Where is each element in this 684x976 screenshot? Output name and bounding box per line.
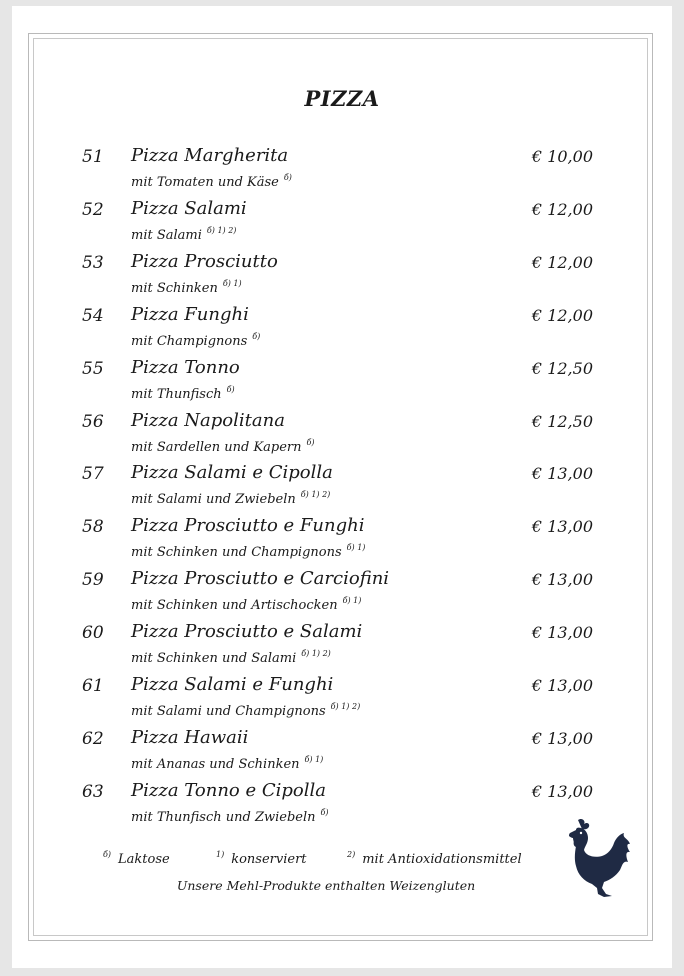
item-number: 51 xyxy=(82,147,104,167)
item-price: € 12,00 xyxy=(531,305,593,325)
item-description-text: mit Salami und Zwiebeln xyxy=(131,492,296,508)
item-number: 53 xyxy=(82,252,104,273)
item-price: € 13,00 xyxy=(531,517,593,537)
menu-item xyxy=(0,621,684,673)
item-number: 52 xyxy=(82,199,104,220)
legend-mark: 1) xyxy=(216,850,225,859)
item-name: Pizza Salami e Cipolla xyxy=(131,462,333,484)
item-number: 61 xyxy=(82,676,104,696)
item-price: € 12,50 xyxy=(531,411,593,431)
item-number: 57 xyxy=(82,464,104,485)
legend-mark: 2) xyxy=(347,850,356,859)
item-name: Pizza Napolitana xyxy=(131,409,285,431)
item-name: Pizza Margherita xyxy=(131,145,289,166)
item-number: 62 xyxy=(82,728,104,749)
item-name: Pizza Hawaii xyxy=(131,726,249,748)
item-description xyxy=(131,755,323,772)
item-description-text: mit Sardellen und Kapern xyxy=(131,439,302,455)
rooster-icon xyxy=(564,816,634,906)
menu-item xyxy=(0,198,684,250)
item-allergens: б) 1) 2) xyxy=(301,649,331,659)
item-price: € 12,50 xyxy=(531,358,593,378)
item-name: Pizza Salami xyxy=(131,197,247,219)
item-name: Pizza Tonno xyxy=(131,356,240,378)
menu-item xyxy=(0,304,684,356)
item-name: Pizza Salami e Funghi xyxy=(131,674,334,695)
item-price: € 13,00 xyxy=(531,781,593,801)
item-name: Pizza Prosciutto e Salami xyxy=(131,621,363,643)
menu-item xyxy=(0,727,684,779)
item-allergens: б) 1) 2) xyxy=(206,225,237,235)
item-name: Pizza Prosciutto e Funghi xyxy=(131,515,365,537)
menu-item xyxy=(0,568,684,620)
item-description-text: mit Thunfisch xyxy=(131,386,222,402)
item-description-text: mit Schinken und Salami xyxy=(131,651,297,667)
legend-antioxidation xyxy=(347,850,522,867)
item-description xyxy=(131,702,360,719)
item-description-text: mit Schinken und Artischocken xyxy=(131,598,338,614)
menu-item xyxy=(0,357,684,409)
item-name: Pizza Funghi xyxy=(131,303,249,325)
item-description xyxy=(131,438,315,455)
item-description-text: mit Salami xyxy=(131,227,202,243)
legend-label: Laktose xyxy=(118,852,170,867)
item-allergens: б) xyxy=(306,437,315,447)
item-allergens: б) 1) 2) xyxy=(300,490,331,500)
item-number: 56 xyxy=(82,411,104,432)
item-price: € 13,00 xyxy=(531,728,593,748)
item-allergens: б) 1) xyxy=(222,278,242,288)
item-description-text: mit Tomaten und Käse xyxy=(131,175,279,190)
item-price: € 13,00 xyxy=(531,623,593,643)
item-allergens: б) 1) xyxy=(342,596,362,606)
item-price: € 13,00 xyxy=(531,570,593,590)
item-price: € 12,00 xyxy=(531,199,593,219)
item-name: Pizza Prosciutto e Carciofini xyxy=(131,568,390,590)
item-allergens: б) 1) xyxy=(304,754,324,764)
item-description xyxy=(131,173,292,190)
menu-item xyxy=(0,410,684,462)
legend-label: konserviert xyxy=(231,852,307,867)
item-name: Pizza Prosciutto xyxy=(131,250,278,272)
item-price: € 10,00 xyxy=(531,147,593,166)
item-description-text: mit Thunfisch und Zwiebeln xyxy=(131,809,316,825)
item-description-text: mit Schinken xyxy=(131,280,218,296)
item-description-text: mit Ananas und Schinken xyxy=(131,756,300,772)
item-allergens: б) 1) 2) xyxy=(330,702,361,711)
item-description xyxy=(131,543,365,560)
item-description xyxy=(131,226,236,243)
item-number: 55 xyxy=(82,358,104,379)
item-description xyxy=(131,649,331,666)
item-description xyxy=(131,490,330,507)
item-number: 54 xyxy=(82,305,104,326)
legend-konserviert xyxy=(216,850,307,867)
item-description xyxy=(131,808,329,825)
menu-item xyxy=(0,251,684,303)
menu-title: PIZZA xyxy=(304,86,380,111)
item-allergens: б) 1) xyxy=(346,543,366,553)
item-price: € 13,00 xyxy=(531,464,593,484)
item-number: 60 xyxy=(82,623,104,644)
item-description-text: mit Champignons xyxy=(131,333,248,349)
menu-item xyxy=(0,462,684,514)
item-description xyxy=(131,596,361,613)
legend-label: mit Antioxidationsmittel xyxy=(362,852,522,867)
item-description xyxy=(131,279,242,296)
rooster-shape xyxy=(569,819,630,897)
menu-item xyxy=(0,145,684,197)
menu-item xyxy=(0,674,684,726)
item-allergens: б) xyxy=(226,384,235,394)
item-description xyxy=(131,385,235,402)
item-description xyxy=(131,332,260,349)
footer-note: Unsere Mehl-Produkte enthalten Weizengluten xyxy=(176,878,476,893)
item-description-text: mit Schinken und Champignons xyxy=(131,545,342,561)
item-name: Pizza Tonno e Cipolla xyxy=(131,779,326,801)
legend-laktose xyxy=(103,850,170,867)
rooster-eye xyxy=(580,832,582,834)
item-number: 58 xyxy=(82,517,104,538)
item-price: € 12,00 xyxy=(531,252,593,272)
item-price: € 13,00 xyxy=(531,676,593,695)
item-allergens: б) xyxy=(252,331,261,341)
item-description-text: mit Salami und Champignons xyxy=(131,704,326,719)
item-number: 59 xyxy=(82,570,104,591)
menu-item xyxy=(0,515,684,567)
item-number: 63 xyxy=(82,781,104,802)
item-allergens: б) xyxy=(320,807,329,817)
legend-mark: б) xyxy=(103,850,112,859)
item-allergens: б) xyxy=(283,173,292,182)
